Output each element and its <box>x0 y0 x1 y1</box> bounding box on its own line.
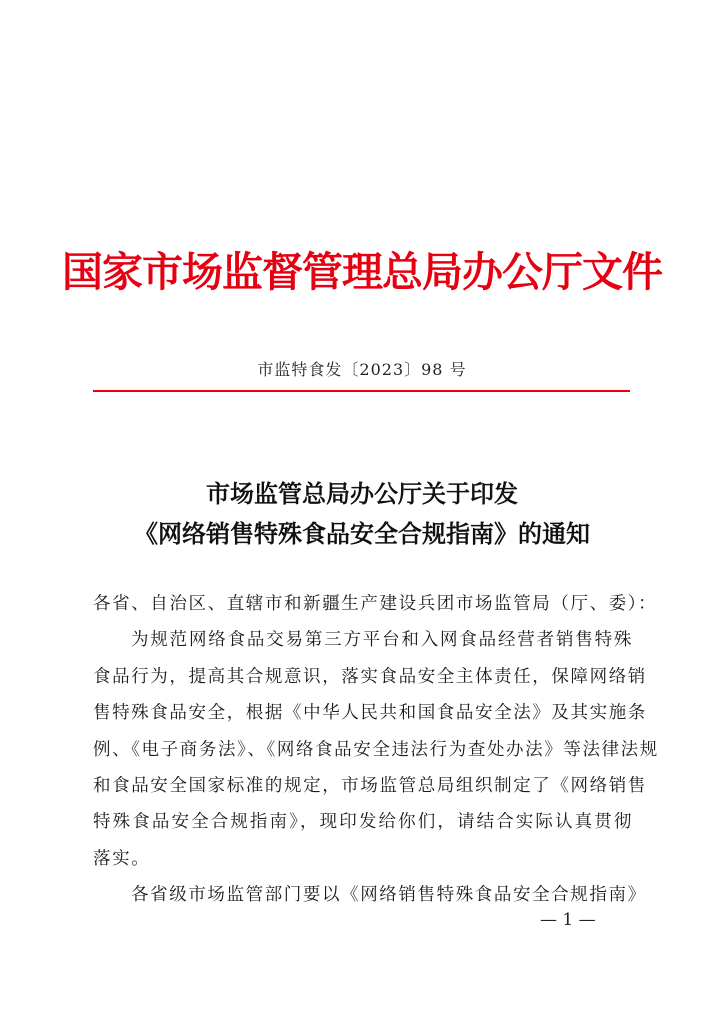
red-divider-line <box>93 390 630 392</box>
body-line: 例、《电子商务法》、《网络食品安全违法行为查处办法》等法律法规 <box>93 739 659 760</box>
document-title <box>0 474 724 554</box>
document-number: 市监特食发〔2023〕98 号 <box>257 360 467 379</box>
document-title-line-2: 《网络销售特殊食品安全合规指南》的通知 <box>134 519 590 548</box>
salutation-line: 各省、自治区、直辖市和新疆生产建设兵团市场监管局（厅、委）： <box>93 594 658 614</box>
page-number: — 1 — <box>540 910 596 930</box>
document-body <box>93 586 659 914</box>
body-line: 和食品安全国家标准的规定，市场监管总局组织制定了《网络销售 <box>93 775 647 796</box>
body-line: 食品行为，提高其合规意识，落实食品安全主体责任，保障网络销 <box>93 666 647 687</box>
body-line: 售特殊食品安全，根据《中华人民共和国食品安全法》及其实施条 <box>93 703 647 724</box>
body-line: 落实。 <box>93 848 151 869</box>
body-line: 为规范网络食品交易第三方平台和入网食品经营者销售特殊 <box>131 630 633 651</box>
document-title-line-1: 市场监管总局办公厅关于印发 <box>206 479 518 508</box>
issuing-authority-header: 国家市场监督管理总局办公厅文件 <box>62 248 662 296</box>
body-line: 各省级市场监管部门要以《网络销售特殊食品安全合规指南》 <box>131 885 647 906</box>
body-line: 特殊食品安全合规指南》，现印发给你们，请结合实际认真贯彻 <box>93 812 633 833</box>
